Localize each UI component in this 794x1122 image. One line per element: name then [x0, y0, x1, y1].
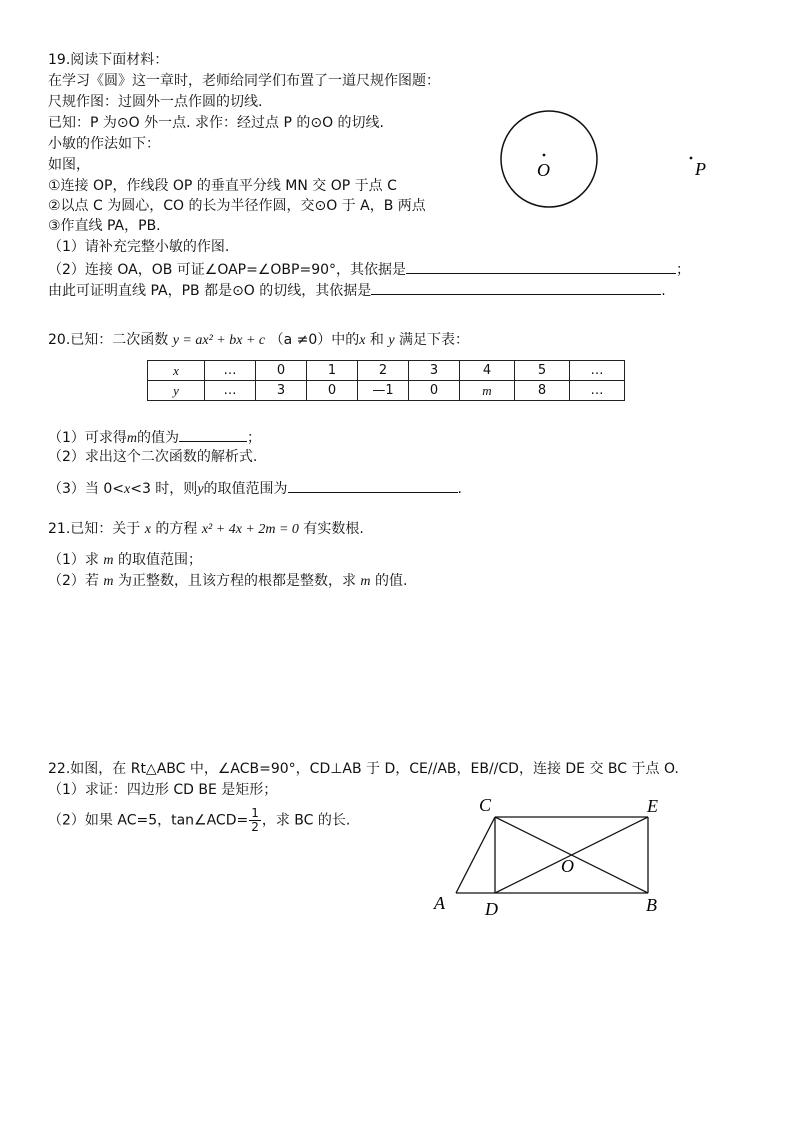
q20-title-line	[48, 330, 469, 351]
table-cell: …	[570, 381, 625, 401]
table-row-x	[148, 361, 625, 381]
q19-sub1: （1）请补充完整小敏的作图.	[48, 239, 230, 255]
table-cell: 0	[256, 361, 307, 381]
q19-answer-blank-2[interactable]	[371, 279, 661, 295]
segment-ac	[456, 817, 495, 893]
q20-sub1-line	[48, 426, 261, 449]
q19-step2: ②以点 C 为圆心，CO 的长为半径作圆，交⊙O 于 A，B 两点	[48, 198, 426, 214]
table-cell: m	[460, 381, 515, 401]
q21-title-b: 的方程	[155, 521, 198, 537]
q19-answer-blank-1[interactable]	[406, 258, 676, 274]
q19-known: 已知：P 为⊙O 外一点. 求作：经过点 P 的⊙O 的切线.	[48, 115, 384, 131]
table-cell: x	[148, 361, 205, 381]
table-cell: …	[205, 361, 256, 381]
table-cell: 0	[409, 381, 460, 401]
q20-y-var: y	[388, 333, 395, 348]
q21-equation: x² + 4x + 2m = 0	[201, 522, 299, 537]
q21-sub1-line	[48, 550, 202, 571]
q20-sub3-y: y	[197, 482, 204, 497]
table-cell: …	[570, 361, 625, 381]
q19-sub3-line	[48, 279, 666, 301]
q21-sub1-a: （1）求	[48, 552, 99, 568]
q20-sub3-end: .	[457, 481, 462, 497]
q20-sub1-m: m	[126, 431, 138, 446]
table-cell: 8	[515, 381, 570, 401]
center-point-o	[543, 154, 546, 157]
q21-sub1-b: 的取值范围；	[117, 552, 202, 568]
q20-sub3-c: 的取值范围为	[203, 481, 288, 497]
q19-method-intro: 小敏的作法如下：	[48, 136, 160, 152]
label-p: P	[695, 159, 706, 179]
fraction-denominator: 2	[251, 820, 259, 834]
q20-sub1-a: （1）可求得	[48, 430, 127, 446]
table-cell: —1	[358, 381, 409, 401]
label-b: B	[646, 895, 657, 915]
q19-sub2-line	[48, 258, 690, 280]
q19-sub3-text: 由此可证明直线 PA，PB 都是⊙O 的切线，其依据是	[48, 283, 372, 299]
q22-title: 22.如图，在 Rt△ABC 中，∠ACB=90°，CD⊥AB 于 D，CE//AB，EB//CD，连接 DE 交 BC 于点 O.	[48, 761, 679, 777]
q20-sub3-line	[48, 477, 462, 500]
q19-task: 尺规作图：过圆外一点作圆的切线.	[48, 94, 263, 110]
q19-figure	[480, 100, 740, 220]
circle-o	[501, 111, 597, 207]
label-o: O	[561, 856, 574, 876]
q21-sub1-m: m	[103, 553, 114, 568]
table-cell: 4	[460, 361, 515, 381]
q20-formula: y = ax² + bx + c	[172, 333, 266, 348]
table-row-y	[148, 381, 625, 401]
q20-sub3-b: <3 时，则	[130, 481, 198, 497]
q21-x-var: x	[144, 522, 151, 537]
q21-sub2-c: 的值.	[374, 573, 408, 589]
table-cell: 3	[256, 381, 307, 401]
q21-sub2-b: 为正整数，且该方程的根都是整数，求	[117, 573, 356, 589]
table-cell: 0	[307, 381, 358, 401]
q21-title-line	[48, 519, 364, 540]
q19-title: 19.阅读下面材料：	[48, 52, 169, 68]
q21-title-c: 有实数根.	[303, 521, 364, 537]
q20-title-b: 满足下表：	[399, 332, 470, 348]
table-cell: 3	[409, 361, 460, 381]
q22-sub1: （1）求证：四边形 CD BE 是矩形；	[48, 782, 278, 798]
q19-as-figure: 如图，	[48, 157, 90, 173]
q22-figure	[430, 790, 680, 930]
q19-step1: ①连接 OP，作线段 OP 的垂直平分线 MN 交 OP 于点 C	[48, 178, 397, 194]
table-cell: …	[205, 381, 256, 401]
table-cell: 5	[515, 361, 570, 381]
q22-sub2-a: （2）如果 AC=5，tan∠ACD=	[48, 812, 249, 829]
q20-answer-blank-2[interactable]	[288, 477, 458, 493]
fraction-numerator: 1	[251, 806, 259, 820]
q19-sub3-end: .	[661, 283, 666, 299]
q21-sub2-a: （2）若	[48, 573, 99, 589]
q20-sub1-b: 的值为	[137, 430, 180, 446]
q20-sub3-x: x	[124, 482, 131, 497]
label-d: D	[485, 899, 498, 919]
point-p	[690, 157, 693, 160]
q22-sub2-b: ，求 BC 的长.	[261, 812, 351, 829]
q21-sub2-line	[48, 571, 407, 592]
q20-sub3-a: （3）当 0<	[48, 481, 124, 497]
q21-title-a: 21.已知：关于	[48, 521, 141, 537]
table-cell: y	[148, 381, 205, 401]
q20-sub1-end: ；	[247, 430, 262, 446]
q20-sub2: （2）求出这个二次函数的解析式.	[48, 449, 258, 465]
fraction	[249, 807, 261, 834]
q19-sub2-text: （2）连接 OA，OB 可证∠OAP=∠OBP=90°，其依据是	[48, 262, 407, 278]
label-c: C	[479, 795, 492, 815]
label-a: A	[434, 893, 445, 913]
q19-step3: ③作直线 PA，PB.	[48, 218, 161, 234]
q21-sub2-m: m	[103, 574, 114, 589]
q20-x-var: x	[359, 333, 366, 348]
label-o: O	[537, 160, 550, 180]
q19-intro: 在学习《圆》这一章时，老师给同学们布置了一道尺规作图题：	[48, 73, 440, 89]
value-table	[147, 360, 625, 401]
q20-and: 和	[369, 332, 384, 348]
table-cell: 1	[307, 361, 358, 381]
label-e: E	[647, 796, 658, 816]
q22-sub2-line	[48, 807, 350, 834]
q19-sub2-end: ；	[676, 262, 691, 278]
q20-title-a: 20.已知：二次函数	[48, 332, 169, 348]
q21-sub2-m2: m	[360, 574, 371, 589]
q20-cond: （a ≠0）中的	[269, 332, 360, 348]
q20-answer-blank-1[interactable]	[179, 426, 247, 442]
table-cell: 2	[358, 361, 409, 381]
